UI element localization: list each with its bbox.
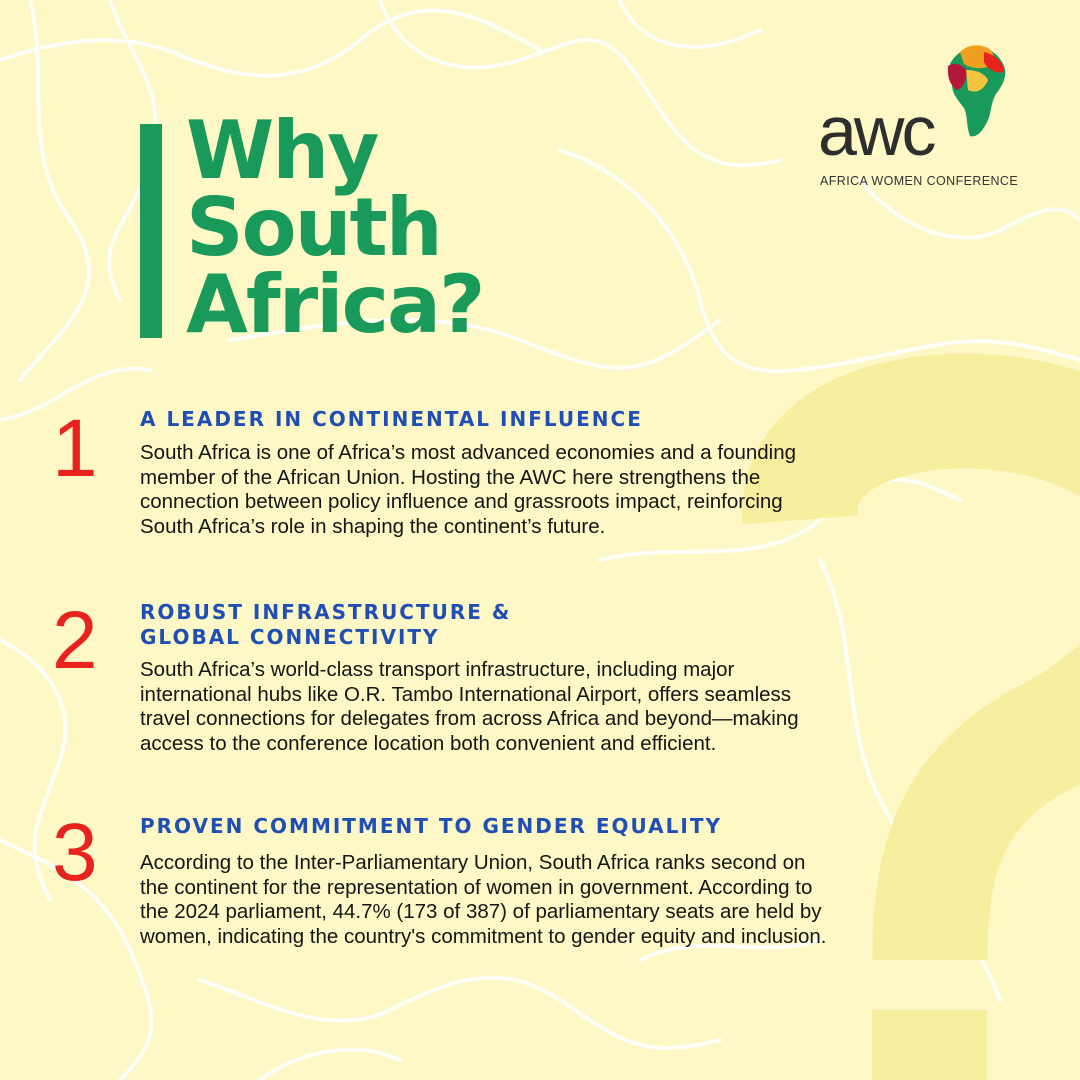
title-line: Africa? (186, 258, 484, 351)
item-heading-3 (140, 814, 722, 839)
title-line: South (186, 181, 441, 274)
title-accent-bar (140, 124, 162, 338)
title-line: Why (186, 104, 378, 197)
question-mark-dot (872, 1010, 987, 1080)
item-body-1: South Africa is one of Africa’s most advanced economies and a founding member of the African Union. Hosting the AWC here strengthens the connection between policy influence and grassroots impact, reinforcing South Africa’s role in shaping the continent’s future. (140, 441, 797, 538)
item-heading-line: A LEADER IN CONTINENTAL INFLUENCE (140, 407, 643, 431)
item-number-3: 3 (52, 807, 98, 898)
item-heading-line: PROVEN COMMITMENT TO GENDER EQUALITY (140, 814, 722, 838)
item-heading-1 (140, 407, 643, 432)
item-number-1: 1 (52, 403, 98, 494)
page-title (186, 104, 484, 351)
item-heading-line: ROBUST INFRASTRUCTURE & (140, 600, 512, 624)
logo-wordmark: awc (818, 92, 934, 170)
question-mark-watermark (800, 411, 1080, 960)
item-body-2: South Africa’s world-class transport infrastructure, including major international hubs like O.R. Tambo International Airport, offers seamless travel connections for delegates from across Africa and beyond—making access to the conference location both convenient and efficient. (140, 658, 799, 755)
item-heading-2 (140, 600, 511, 650)
item-body-3: According to the Inter-Parliamentary Union, South Africa ranks second on the continent for the representation of women in government. According to the 2024 parliament, 44.7% (173 of 387) of parliamentary seats are held by women, indicating the country's commitment to gender equity and inclusion. (140, 851, 827, 948)
item-number-2: 2 (52, 595, 98, 686)
item-heading-line: GLOBAL CONNECTIVITY (140, 625, 440, 649)
awc-logo (818, 40, 1019, 188)
logo-tagline: AFRICA WOMEN CONFERENCE (820, 174, 1019, 188)
